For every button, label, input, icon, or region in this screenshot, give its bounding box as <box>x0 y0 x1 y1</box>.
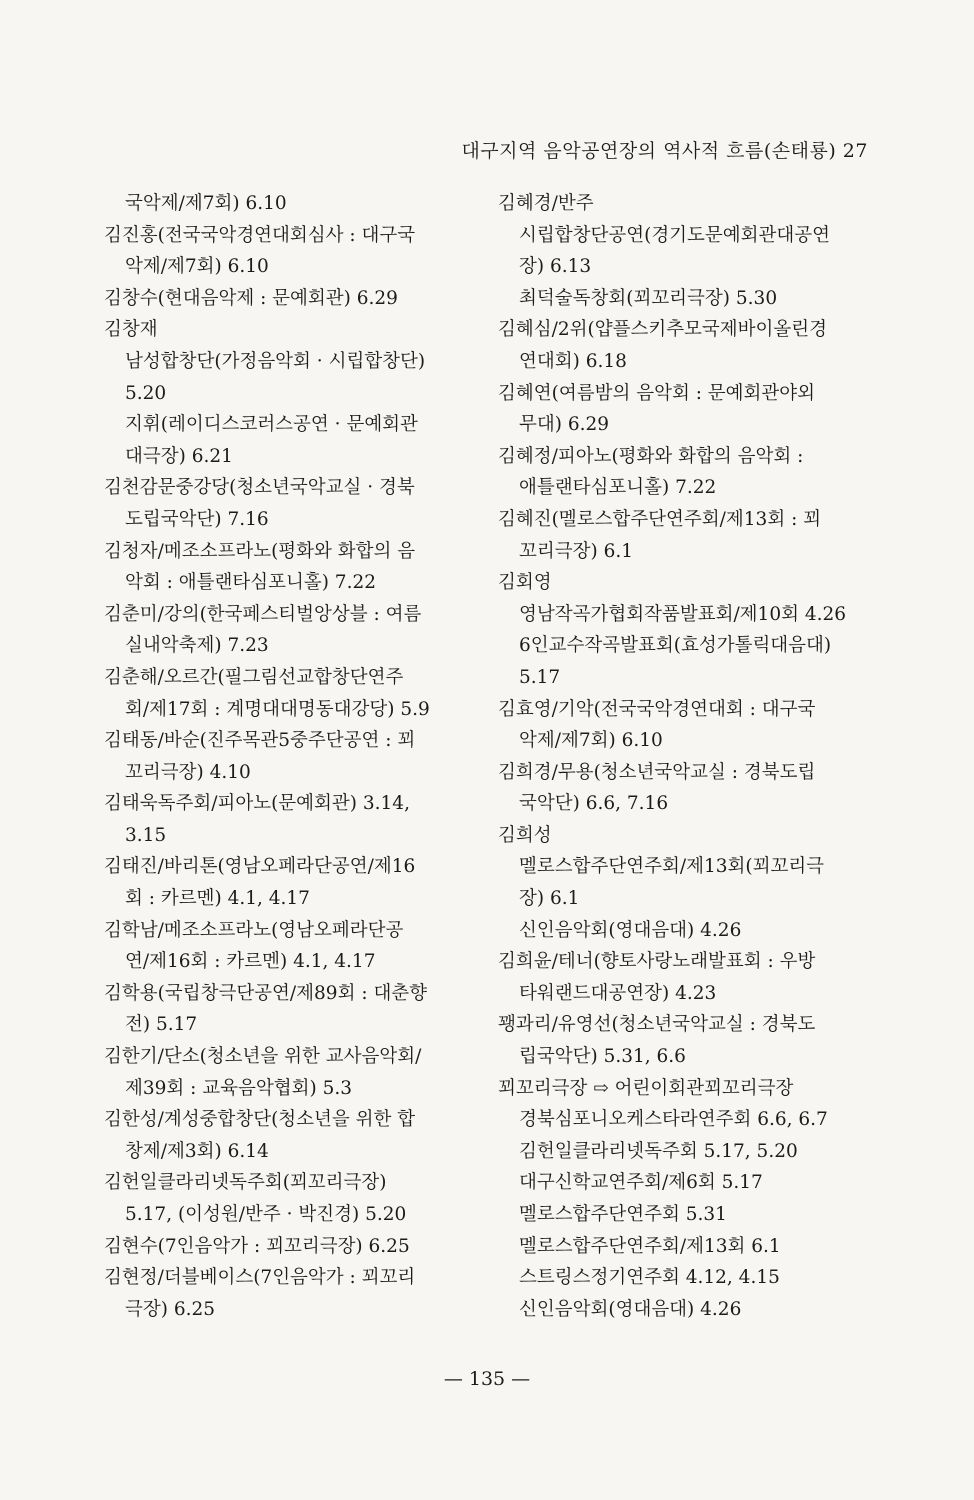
index-line: 꽹과리/유영선(청소년국악교실 : 경북도 <box>498 1014 816 1036</box>
index-line: 김한기/단소(청소년을 위한 교사음악회/ <box>104 1046 422 1068</box>
index-column-left <box>104 188 476 1325</box>
index-line: 김한성/계성중합창단(청소년을 위한 합 <box>104 1109 416 1131</box>
index-line: 립국악단) 5.31, 6.6 <box>519 1046 686 1068</box>
index-line: 스트링스정기연주회 4.12, 4.15 <box>519 1267 780 1289</box>
index-line: 김헌일클라리넷독주회 5.17, 5.20 <box>519 1140 798 1162</box>
index-line: 실내악축제) 7.23 <box>125 635 269 657</box>
index-line: 대구신학교연주회/제6회 5.17 <box>519 1172 763 1194</box>
index-line: 김춘미/강의(한국페스티벌앙상블 : 여름 <box>104 603 422 625</box>
index-line: 김혜정/피아노(평화와 화합의 음악회 : <box>498 445 804 467</box>
index-line: 극장) 6.25 <box>125 1298 216 1320</box>
index-line: 김태욱독주회/피아노(문예회관) 3.14, <box>104 793 410 815</box>
index-line: 멜로스합주단연주회 5.31 <box>519 1204 727 1225</box>
index-line: 김천감문중강당(청소년국악교실 · 경북 <box>104 477 415 499</box>
index-line: 5.20 <box>125 382 167 404</box>
index-line: 김헌일클라리넷독주회(꾀꼬리극장) <box>104 1172 387 1194</box>
index-line: 김희경/무용(청소년국악교실 : 경북도립 <box>498 761 816 783</box>
index-line: 김희성 <box>498 824 552 846</box>
index-line: 타워랜드대공연장) 4.23 <box>519 982 717 1004</box>
index-line: 김효영/기악(전국국악경연대회 : 대구국 <box>498 698 816 720</box>
index-line: 최덕술독창회(꾀꼬리극장) 5.30 <box>519 287 778 309</box>
index-line: 장) 6.1 <box>519 888 580 910</box>
index-line: 김혜진(멜로스합주단연주회/제13회 : 꾀 <box>498 508 822 530</box>
index-line: 김진홍(전국국악경연대회심사 : 대구국 <box>104 224 416 246</box>
index-line: 김혜심/2위(얍플스키추모국제바이올린경 <box>498 319 828 341</box>
index-line: 남성합창단(가정음악회 · 시립합창단) <box>125 350 426 372</box>
index-line: 5.17 <box>519 666 561 688</box>
index-line: 김학남/메조소프라노(영남오페라단공 <box>104 919 404 941</box>
index-line: 김현수(7인음악가 : 꾀꼬리극장) 6.25 <box>104 1235 410 1257</box>
index-line: 국악제/제7회) 6.10 <box>125 193 287 214</box>
index-line: 제39회 : 교육음악협회) 5.3 <box>125 1077 353 1099</box>
index-line: 3.15 <box>125 824 167 846</box>
index-line: 김혜연(여름밤의 음악회 : 문예회관야외 <box>498 382 816 404</box>
index-line: 회 : 카르멘) 4.1, 4.17 <box>125 888 310 910</box>
index-line: 창제/제3회) 6.14 <box>125 1140 269 1162</box>
index-line: 시립합창단공연(경기도문예회관대공연 <box>519 224 831 246</box>
index-line: 5.17, (이성원/반주 · 박진경) 5.20 <box>125 1204 407 1225</box>
index-line: 김청자/메조소프라노(평화와 화합의 음 <box>104 540 416 562</box>
index-line: 악제/제7회) 6.10 <box>125 256 269 278</box>
index-line: 지휘(레이디스코러스공연 · 문예회관 <box>125 414 418 436</box>
index-line: 꾀꼬리극장 ⇨ 어린이회관꾀꼬리극장 <box>498 1077 794 1099</box>
index-line: 김춘해/오르간(필그림선교합창단연주 <box>104 666 404 688</box>
index-line: 김태동/바순(진주목관5중주단공연 : 꾀 <box>104 730 416 752</box>
index-line: 애틀랜타심포니홀) 7.22 <box>519 477 717 499</box>
index-line: 회/제17회 : 계명대대명동대강당) 5.9 <box>125 698 430 720</box>
index-line: 김태진/바리톤(영남오페라단공연/제16 <box>104 856 416 878</box>
index-line: 도립국악단) 7.16 <box>125 508 269 530</box>
index-line: 연/제16회 : 카르멘) 4.1, 4.17 <box>125 951 376 973</box>
index-line: 6인교수작곡발표회(효성가톨릭대음대) <box>519 635 832 657</box>
index-line: 장) 6.13 <box>519 256 592 278</box>
index-line: 꼬리극장) 4.10 <box>125 761 251 783</box>
index-line: 멜로스합주단연주회/제13회 6.1 <box>519 1235 781 1257</box>
index-line: 김혜경/반주 <box>498 193 594 214</box>
index-line: 대극장) 6.21 <box>125 445 233 467</box>
index-line: 전) 5.17 <box>125 1014 198 1036</box>
index-line: 국악단) 6.6, 7.16 <box>519 793 669 815</box>
index-line: 김희윤/테너(향토사랑노래발표회 : 우방 <box>498 951 816 973</box>
index-line: 영남작곡가협회작품발표회/제10회 4.26 <box>519 603 847 625</box>
running-header: 대구지역 음악공연장의 역사적 흐름(손태룡) 27 <box>461 140 868 162</box>
index-line: 꼬리극장) 6.1 <box>519 540 634 562</box>
index-column-right <box>498 188 878 1325</box>
page-number: — 135 — <box>443 1368 531 1390</box>
index-line: 신인음악회(영대음대) 4.26 <box>519 919 742 941</box>
index-line: 악회 : 애틀랜타심포니홀) 7.22 <box>125 572 376 594</box>
index-line: 악제/제7회) 6.10 <box>519 730 663 752</box>
index-line: 무대) 6.29 <box>519 414 610 436</box>
index-line: 경북심포니오케스타라연주회 6.6, 6.7 <box>519 1109 828 1131</box>
index-line: 김창수(현대음악제 : 문예회관) 6.29 <box>104 287 398 309</box>
index-line: 김현정/더블베이스(7인음악가 : 꾀꼬리 <box>104 1267 416 1289</box>
index-line: 김회영 <box>498 572 552 594</box>
index-line: 김학용(국립창극단공연/제89회 : 대춘향 <box>104 982 428 1004</box>
index-line: 연대회) 6.18 <box>519 350 627 372</box>
index-line: 멜로스합주단연주회/제13회(꾀꼬리극 <box>519 856 825 878</box>
index-line: 김창재 <box>104 319 158 341</box>
index-line: 신인음악회(영대음대) 4.26 <box>519 1298 742 1320</box>
